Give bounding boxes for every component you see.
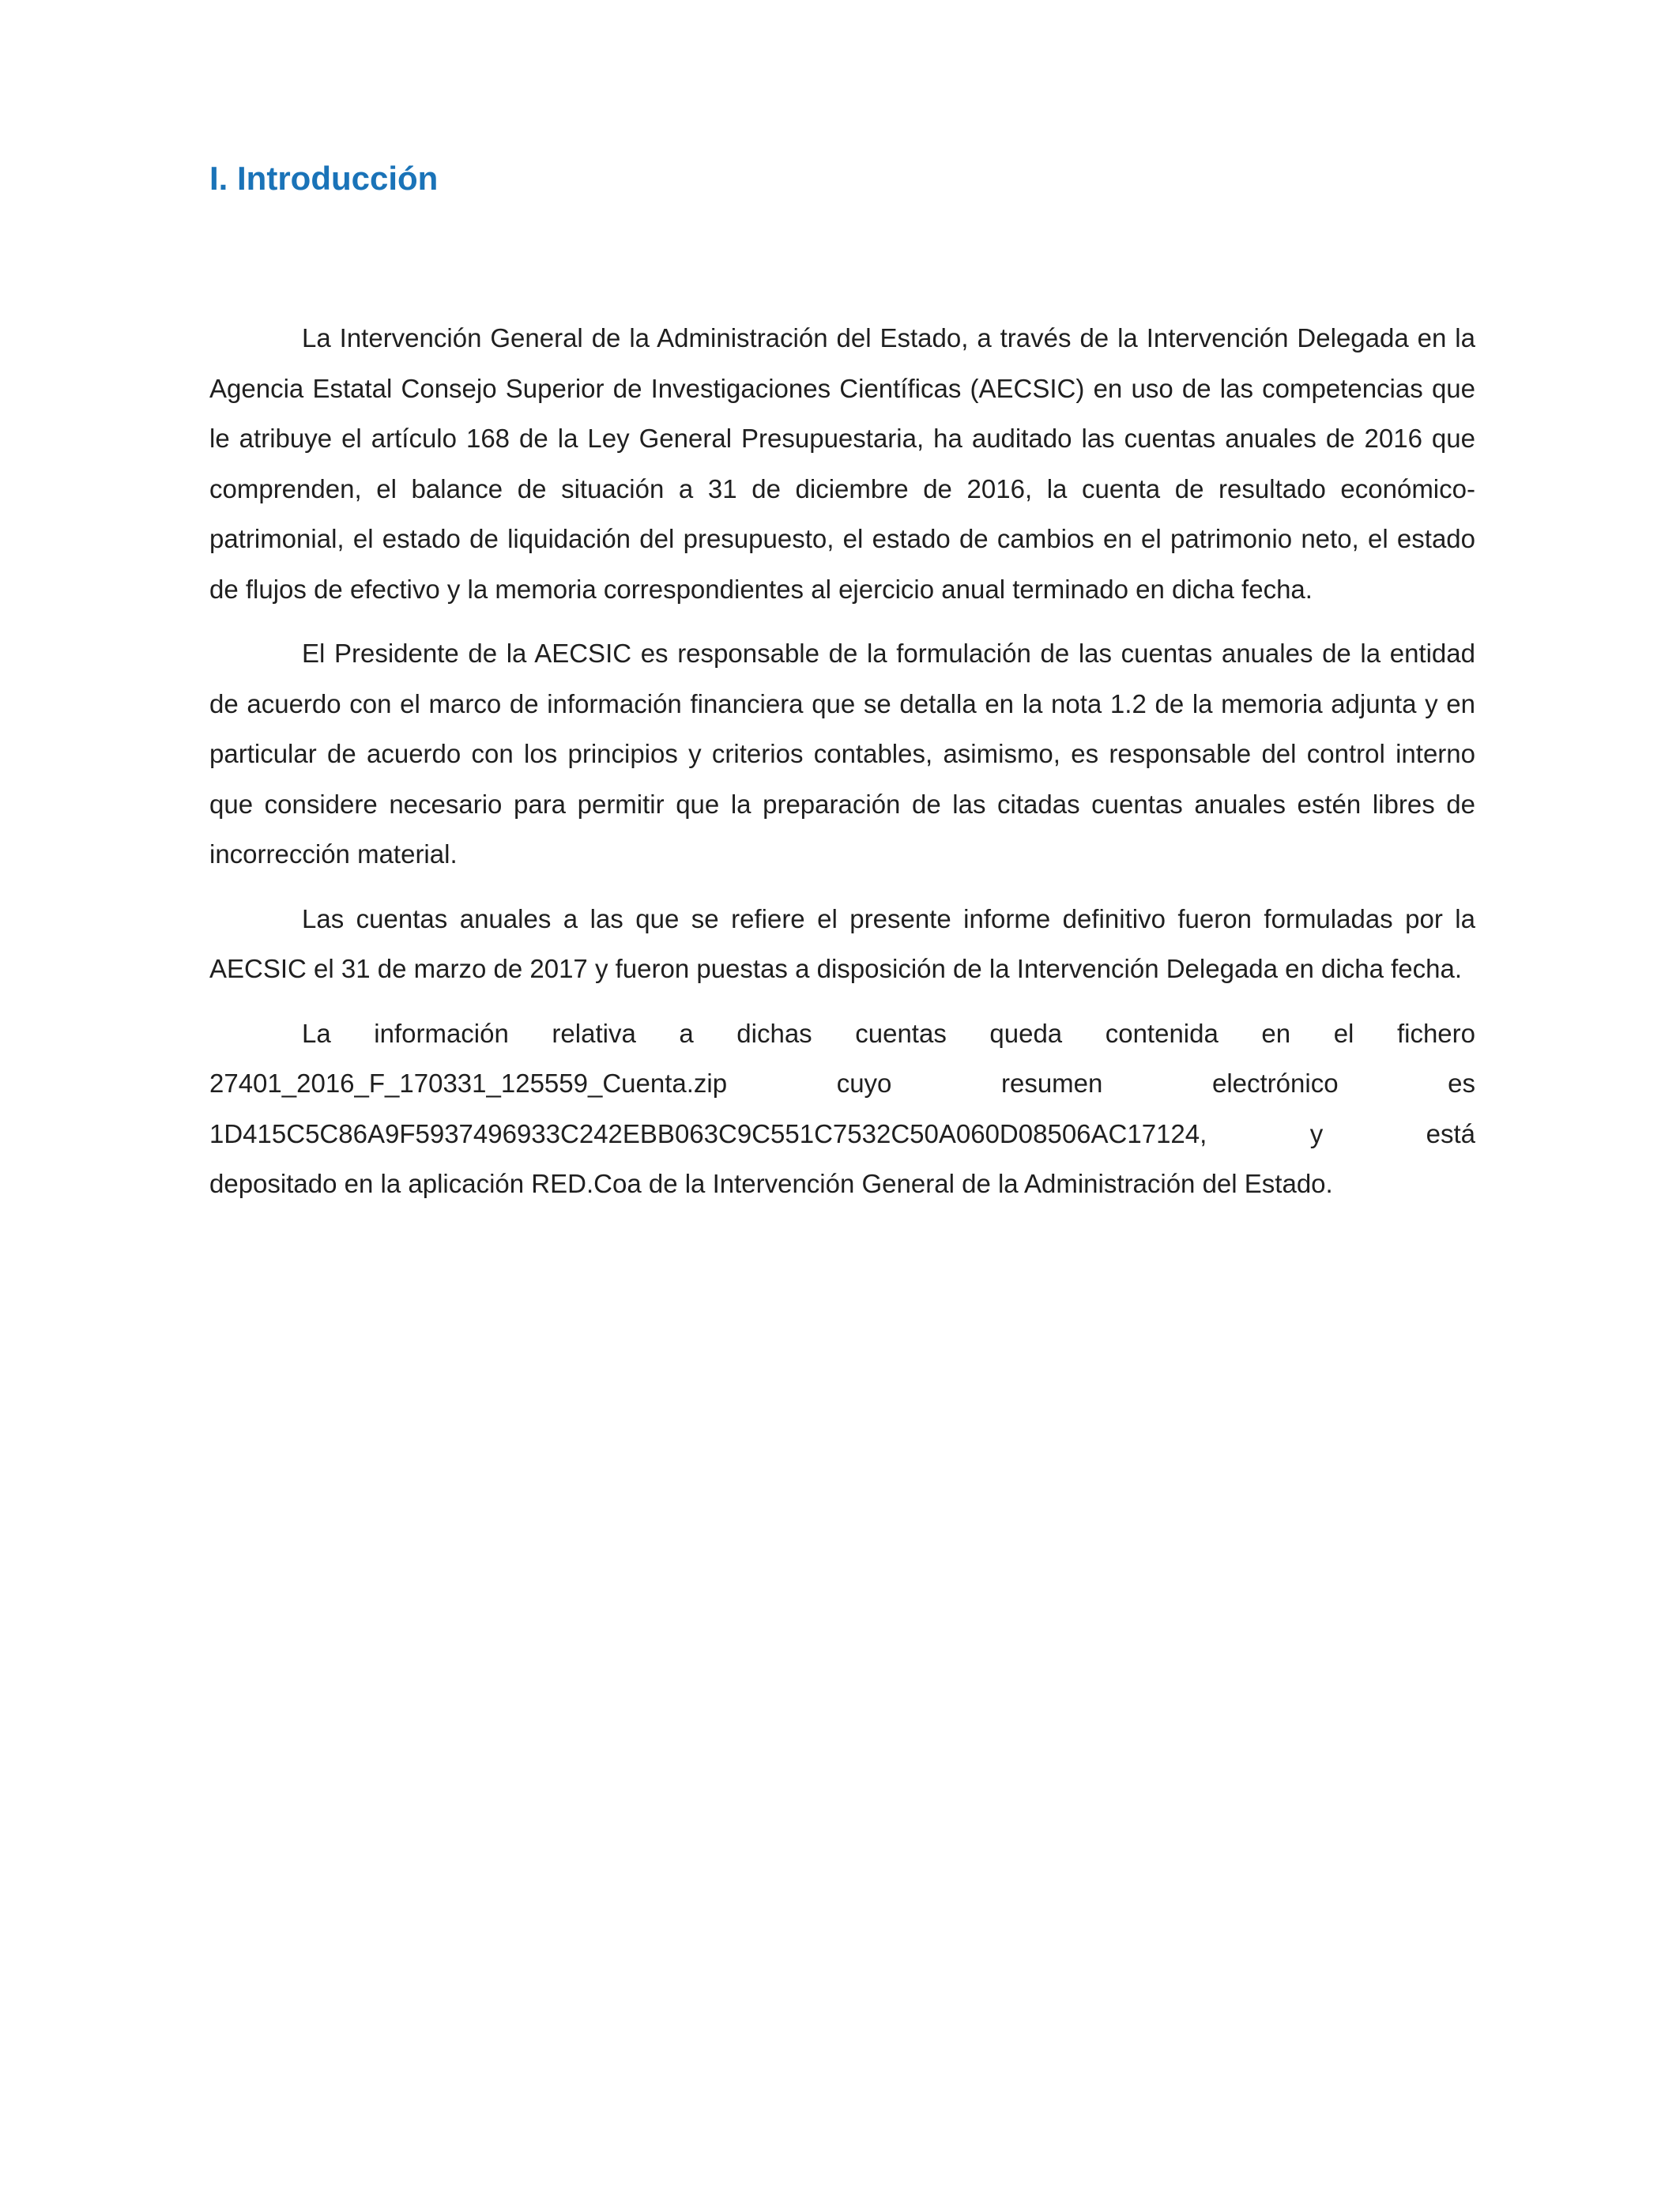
- paragraph-cuentas-anuales: Las cuentas anuales a las que se refiere el presente informe definitivo fueron formuladas por la AECSIC el 31 de marzo de 2017 y fueron puestas a disposición de la Intervención Delegada en dicha fecha.: [209, 903, 1475, 983]
- paragraph-fichero-line-1: La información relativa a dichas cuentas queda contenida en el fichero: [302, 1018, 1475, 1048]
- paragraph-fichero-line-4: depositado en la aplicación RED.Coa de la Intervención General de la Administración del Estado.: [209, 1169, 1333, 1198]
- paragraph-fichero-line-2: 27401_2016_F_170331_125559_Cuenta.zip cuyo resumen electrónico es: [209, 1069, 1475, 1098]
- paragraph-intervencion: La Intervención General de la Administración del Estado, a través de la Intervención Delegada en la Agencia Estatal Consejo Superior de Investigaciones Científicas (AECSIC) en uso de las competencias que le atribuye el artículo 168 de la Ley General Presupuestaria, ha auditado las cuentas anuales de 2016 que comprenden, el balance de situación a 31 de diciembre de 2016, la cuenta de resultado económico-patrimonial, el estado de liquidación del presupuesto, el estado de cambios en el patrimonio neto, el estado de flujos de efectivo y la memoria correspondientes al ejercicio anual terminado en dicha fecha.: [209, 323, 1475, 604]
- section-title: I. Introducción: [209, 160, 439, 197]
- paragraph-presidente: El Presidente de la AECSIC es responsable de la formulación de las cuentas anuales de la entidad de acuerdo con el marco de información financiera que se detalla en la nota 1.2 de la memoria adjunta y en particular de acuerdo con los principios y criterios contables, asimismo, es responsable del control interno que considere necesario para permitir que la preparación de las citadas cuentas anuales estén libres de incorrección material.: [209, 639, 1475, 869]
- paragraph-fichero: [209, 1008, 1475, 1209]
- document-content: [209, 155, 1475, 1209]
- paragraph-fichero-line-3: 1D415C5C86A9F5937496933C242EBB063C9C551C7532C50A060D08506AC17124, y está: [209, 1118, 1475, 1148]
- document-body: [209, 313, 1475, 1209]
